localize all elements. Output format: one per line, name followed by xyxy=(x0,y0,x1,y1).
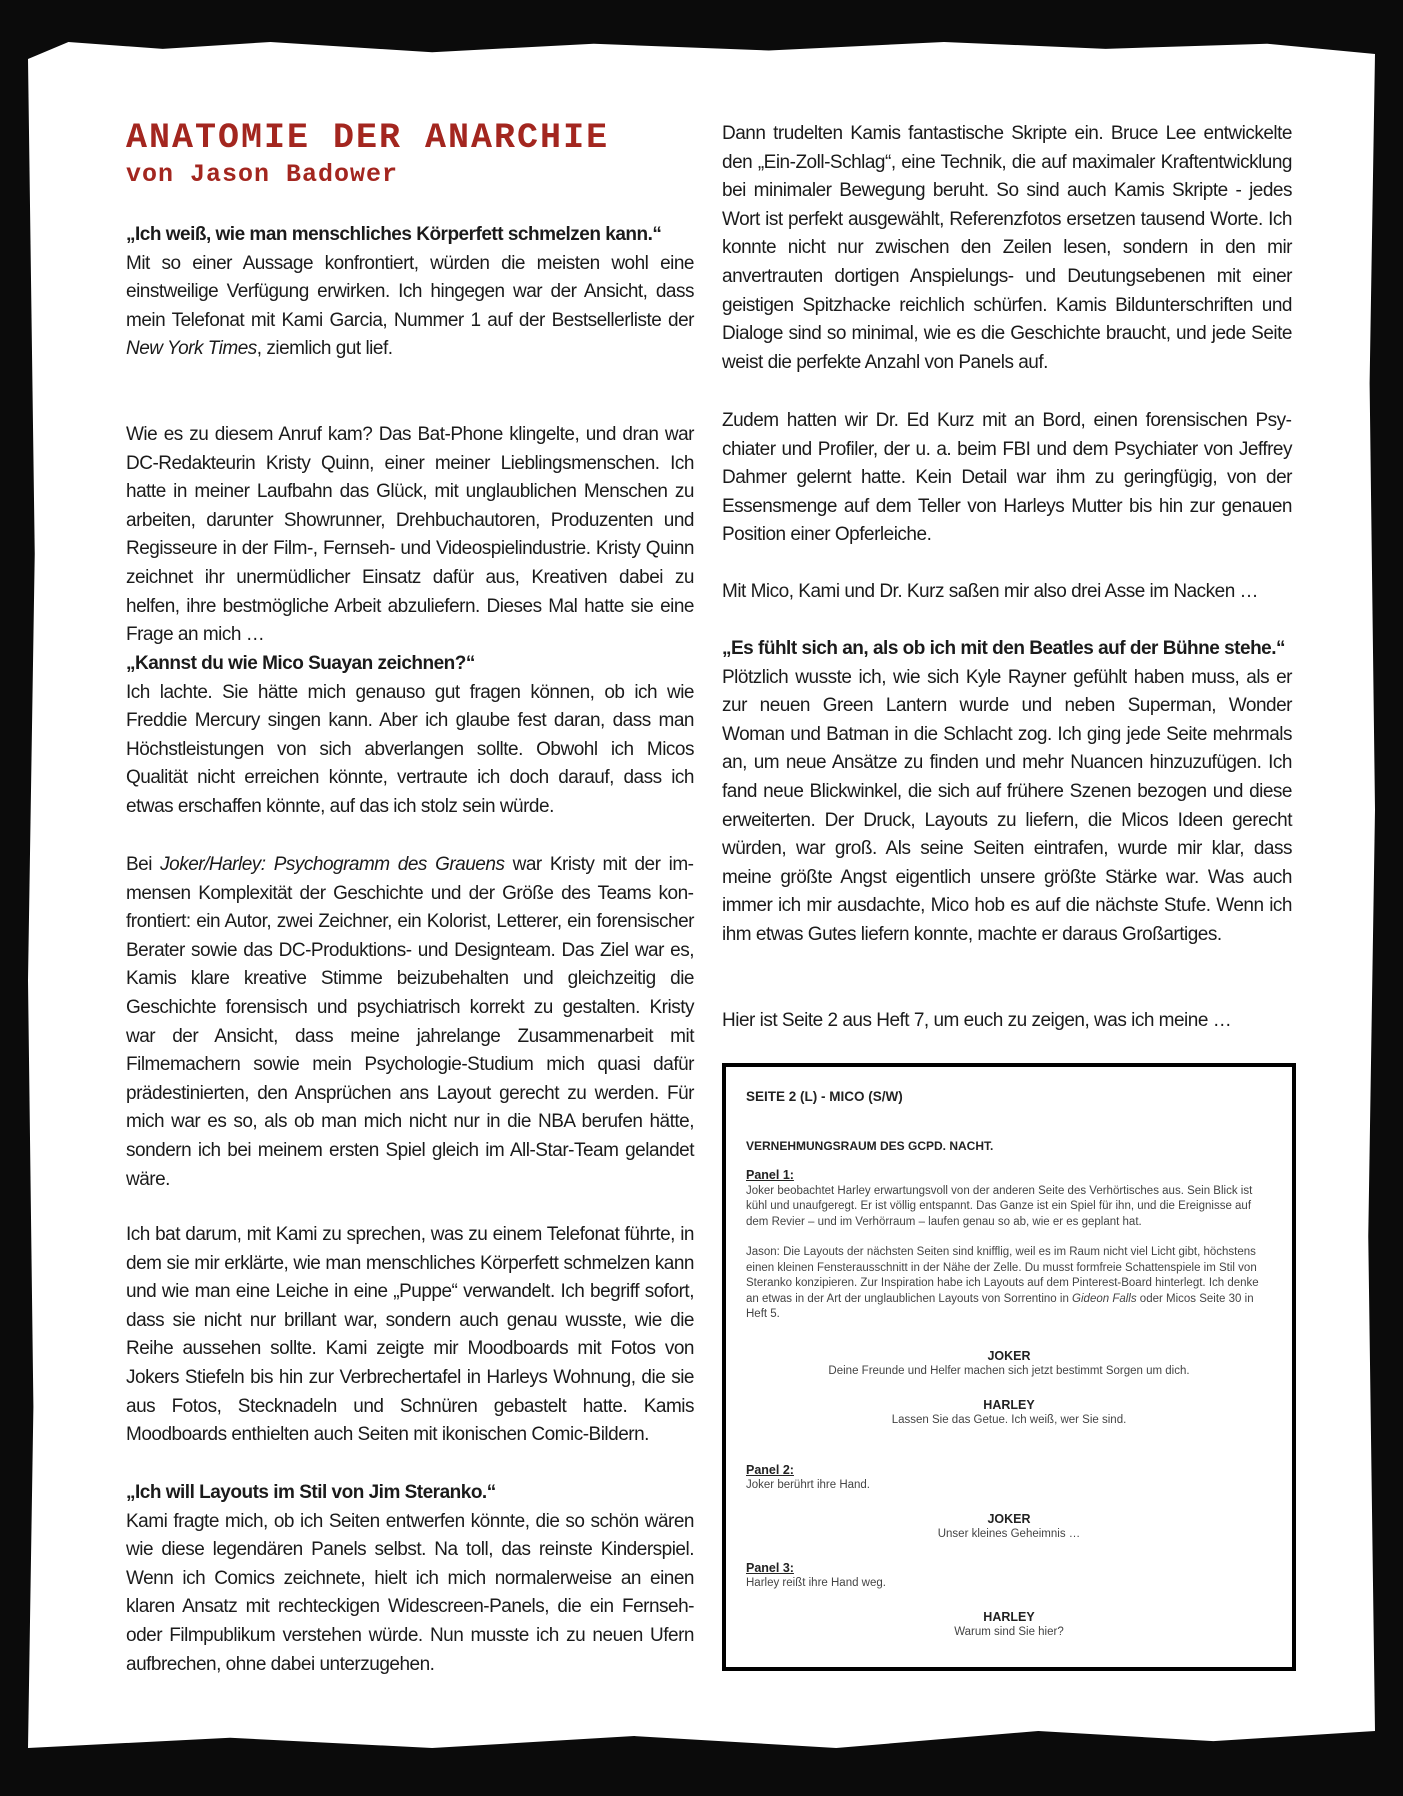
character-name: JOKER xyxy=(987,1348,1031,1363)
script-excerpt xyxy=(722,1063,1296,1671)
character-name: HARLEY xyxy=(983,1609,1035,1624)
panel-label: Panel 3: xyxy=(746,1560,794,1575)
paragraph-text: Bei xyxy=(126,854,161,875)
paragraph-text: Ich lachte. Sie hätte mich genauso gut fragen können, ob ich wie Freddie Mercury singen kann. Aber ich glaube fest daran, dass man Höchstleistungen von sich abverlangen sollte. Obwohl ich Micos Qualität nicht erreichen könnte, vertraute ich doch darauf, dass ich etwas erschaffen könnte, auf das ich stolz sein würde. xyxy=(126,681,694,817)
pull-quote: „Kannst du wie Mico Suayan zeichnen?“ xyxy=(126,653,475,674)
paragraph-text: Plötzlich wusste ich, wie sich Kyle Rayner gefühlt haben muss, als er zur neuen Green Lantern wurde und neben Superman, Wonder Woman und Batman in die Schlacht zog. Ich ging jede Seite mehrmals an, um neue Ansätze zu finden und mehr Nuancen hinzuzufügen. Ich fand neue Blickwinkel, die sich auf frühere Szenen bezogen und diese erweiterten. Der Druck, Layouts zu liefern, die Micos Ideen gerecht würden, war groß. Als seine Seiten eintrafen, wurde mir klar, dass meine größte Angst eigentlich unsere größte Stärke war. Was auch immer ich mir ausdachte, Mico hob es auf die nächste Stufe. Wenn ich ihm etwas Gutes liefern konnte, machte er daraus Großartiges. xyxy=(722,666,1292,945)
dialogue: Warum sind Sie hier? xyxy=(954,1626,1064,1638)
note-text: oder Micos Seite 30 in Heft 5. xyxy=(746,1292,1254,1320)
section-2 xyxy=(126,650,694,822)
paragraph: Mit Mico, Kami und Dr. Kurz saßen mir also drei Asse im Nacken … xyxy=(722,581,1259,602)
paragraph: Hier ist Seite 2 aus Heft 7, um euch zu zeigen, was ich meine … xyxy=(722,1010,1232,1031)
script-location: VERNEHMUNGSRAUM DES GCPD. NACHT. xyxy=(746,1138,994,1153)
paragraph xyxy=(126,851,694,1194)
paragraph: Zudem hatten wir Dr. Ed Kurz mit an Bord, einen forensischen Psychiater und Profiler, der u. a. beim FBI und dem Psychiater von Jeffrey Dahmer gelernt hatte. Kein Detail war ihm zu geringfügig, von der Essensmenge auf dem Teller von Harleys Mutter bis hin zur genauen Position einer Opferleiche. xyxy=(722,410,1292,546)
italic-title: Gideon Falls xyxy=(1072,1292,1137,1305)
pull-quote: „Es fühlt sich an, als ob ich mit den Beatles auf der Bühne stehe.“ xyxy=(722,638,1286,659)
note-text: Jason: Die Layouts der nächsten Seiten sind knifflig, weil es im Raum nicht viel Licht gibt, höchstens einen kleinen Fensterausschnitt in der Nähe der Zelle. Du musst formfreie Schattenspiele im Stil von Steranko konzipieren. Zur Inspiration habe ich Layouts auf dem Pinterest-Board hinterlegt. Ich denke an etwas in der Art der unglaublichen Layouts von Sorrentino in xyxy=(746,1246,1259,1305)
article-title: ANATOMIE DER ANARCHIE xyxy=(126,118,610,158)
article-byline: von Jason Badower xyxy=(126,160,399,189)
pull-quote: „Ich weiß, wie man menschliches Körperfett schmelzen kann.“ xyxy=(126,224,662,245)
paragraph-text: Kami fragte mich, ob ich Seiten entwerfen könnte, die so schön wären wie diese legendären Panels selbst. Na toll, das reinste Kinderspiel. Wenn ich Comics zeichnete, hielt ich mich normalerweise an einen klaren Ansatz mit rechteckigen Widescreen-Panels, die ein Fernseh- oder Filmpublikum verstehen würde. Nun musste ich zu neuen Ufern aufbrechen, ohne dabei unterzugehen. xyxy=(126,1510,694,1675)
panel-description: Joker berührt ihre Hand. xyxy=(746,1479,871,1491)
panel-label: Panel 2: xyxy=(746,1462,794,1477)
paragraph: Ich bat darum, mit Kami zu sprechen, was zu einem Telefonat führte, in dem sie mir erklärte, wie man menschliches Körperfett schmelzen kann und wie man eine Leiche in eine „Puppe“ verwandelt. Ich begriff sofort, dass sie nicht nur brillant war, sondern auch genau wusste, wie die Reihe aussehen sollte. Kami zeigte mir Moodboards mit Fotos von Jokers Stiefeln bis hin zur Verbrechertafel in Harleys Wohnung, die sie aus Fotos, Stecknadeln und Schnüren gebastelt hatte. Kamis Moodboards enthielten auch Seiten mit ikonischen Comic-Bildern. xyxy=(126,1224,694,1446)
paragraph: Dann trudelten Kamis fantastische Skripte ein. Bruce Lee entwickelte den „Ein-Zoll-Schlag“, eine Technik, die auf maximaler Kraftentwicklung bei minimaler Bewegung beruht. So sind auch Kamis Skripte - jedes Wort ist perfekt ausgewählt, Referenzfotos ersetzen tausend Worte. Ich konnte nicht nur zwischen den Zeilen lesen, sondern in den mir anvertrauten dortigen Anspielungs- und Deutungsebenen mit einer geistigen Spitzhacke reichlich schürfen. Kamis Bildunterschriften und Dialoge sind so minimal, wie es die Geschichte braucht, und jede Seite weist die perfekte Anzahl von Panels auf. xyxy=(722,123,1292,373)
artist-note xyxy=(746,1245,1272,1323)
pull-quote: „Ich will Layouts im Stil von Jim Steranko.“ xyxy=(126,1482,496,1503)
dialogue: Deine Freunde und Helfer machen sich jetzt bestimmt Sorgen um dich. xyxy=(828,1365,1190,1377)
paragraph-text: , ziemlich gut lief. xyxy=(256,338,393,360)
paragraph-text: Mit so einer Aussage konfrontiert, würden die meisten wohl eine einstweilige Verfügung erwirken. Ich hingegen war der Ansicht, dass mein Telefonat mit Kami Garcia, Nummer 1 auf der Bestsellerliste der xyxy=(126,252,694,331)
character-name: JOKER xyxy=(987,1511,1031,1526)
dialogue: Unser kleines Geheimnis … xyxy=(937,1528,1081,1540)
character-name: HARLEY xyxy=(983,1397,1035,1412)
italic-title: Joker/Harley: Psychogramm des Grauens xyxy=(160,854,505,875)
panel-label: Panel 1: xyxy=(746,1168,794,1182)
panel-description: Joker beobachtet Harley erwartungsvoll von der anderen Seite des Verhörtisches aus. Sein Blick ist kühl und unaufgeregt. Er ist völlig entspannt. Das Ganze ist ein Spiel für ihn, und die Ereignisse auf dem Revier – und im Verhörraum – laufen genau so ab, wie er es geplant hat. xyxy=(746,1184,1253,1228)
section-1 xyxy=(126,221,694,364)
paragraph: Wie es zu diesem Anruf kam? Das Bat-Phone klingelte, und dran war DC-Redakteurin Kristy Quinn, einer meiner Lieblingsmenschen. Ich hatte in meiner Laufbahn das Glück, mit unglaublichen Menschen zu arbeiten, darunter Showrunner, Drehbuchautoren, Produzenten und Regisseure in der Film-, Fernseh- und Videospielindustrie. Kristy Quinn zeichnet ihr unermüdlicher Einsatz dafür aus, Kreativen dabei zu helfen, ihre bestmögliche Arbeit abzuliefern. Dieses Mal hatte sie eine Frage an mich … xyxy=(126,424,694,646)
panel-description: Harley reißt ihre Hand weg. xyxy=(746,1577,886,1589)
paragraph-text: war Kristy mit der immensen Komplexität der Geschichte und der Größe des Teams konfrontiert: ein Autor, zwei Zeichner, ein Kolorist, Letterer, ein forensischer Berater sowie das DC-Produktions- und Designteam. Das Ziel war es, Kamis klare kreative Stimme beizubehalten und gleichzeitig die Geschichte forensisch und psychiatrisch korrekt zu gestalten. Kristy war der Ansicht, dass meine jahrelange Zusammenarbeit mit Filmemachern sowie mein Psychologie-Studium mich quasi dafür prädestinierten, den Ansprüchen ans Layout gerecht zu werden. Für mich war es so, als ob man mich nicht nur in die NBA berufen hätte, sondern ich bei meinem ersten Spiel gleich im All-Star-Team gelandet wäre. xyxy=(126,854,694,1190)
dialogue: Lassen Sie das Getue. Ich weiß, wer Sie sind. xyxy=(891,1414,1127,1426)
italic-title: New York Times xyxy=(126,338,257,360)
script-page-heading: SEITE 2 (L) - MICO (S/W) xyxy=(746,1089,903,1104)
section-4 xyxy=(722,635,1292,950)
section-3 xyxy=(126,1479,694,1679)
